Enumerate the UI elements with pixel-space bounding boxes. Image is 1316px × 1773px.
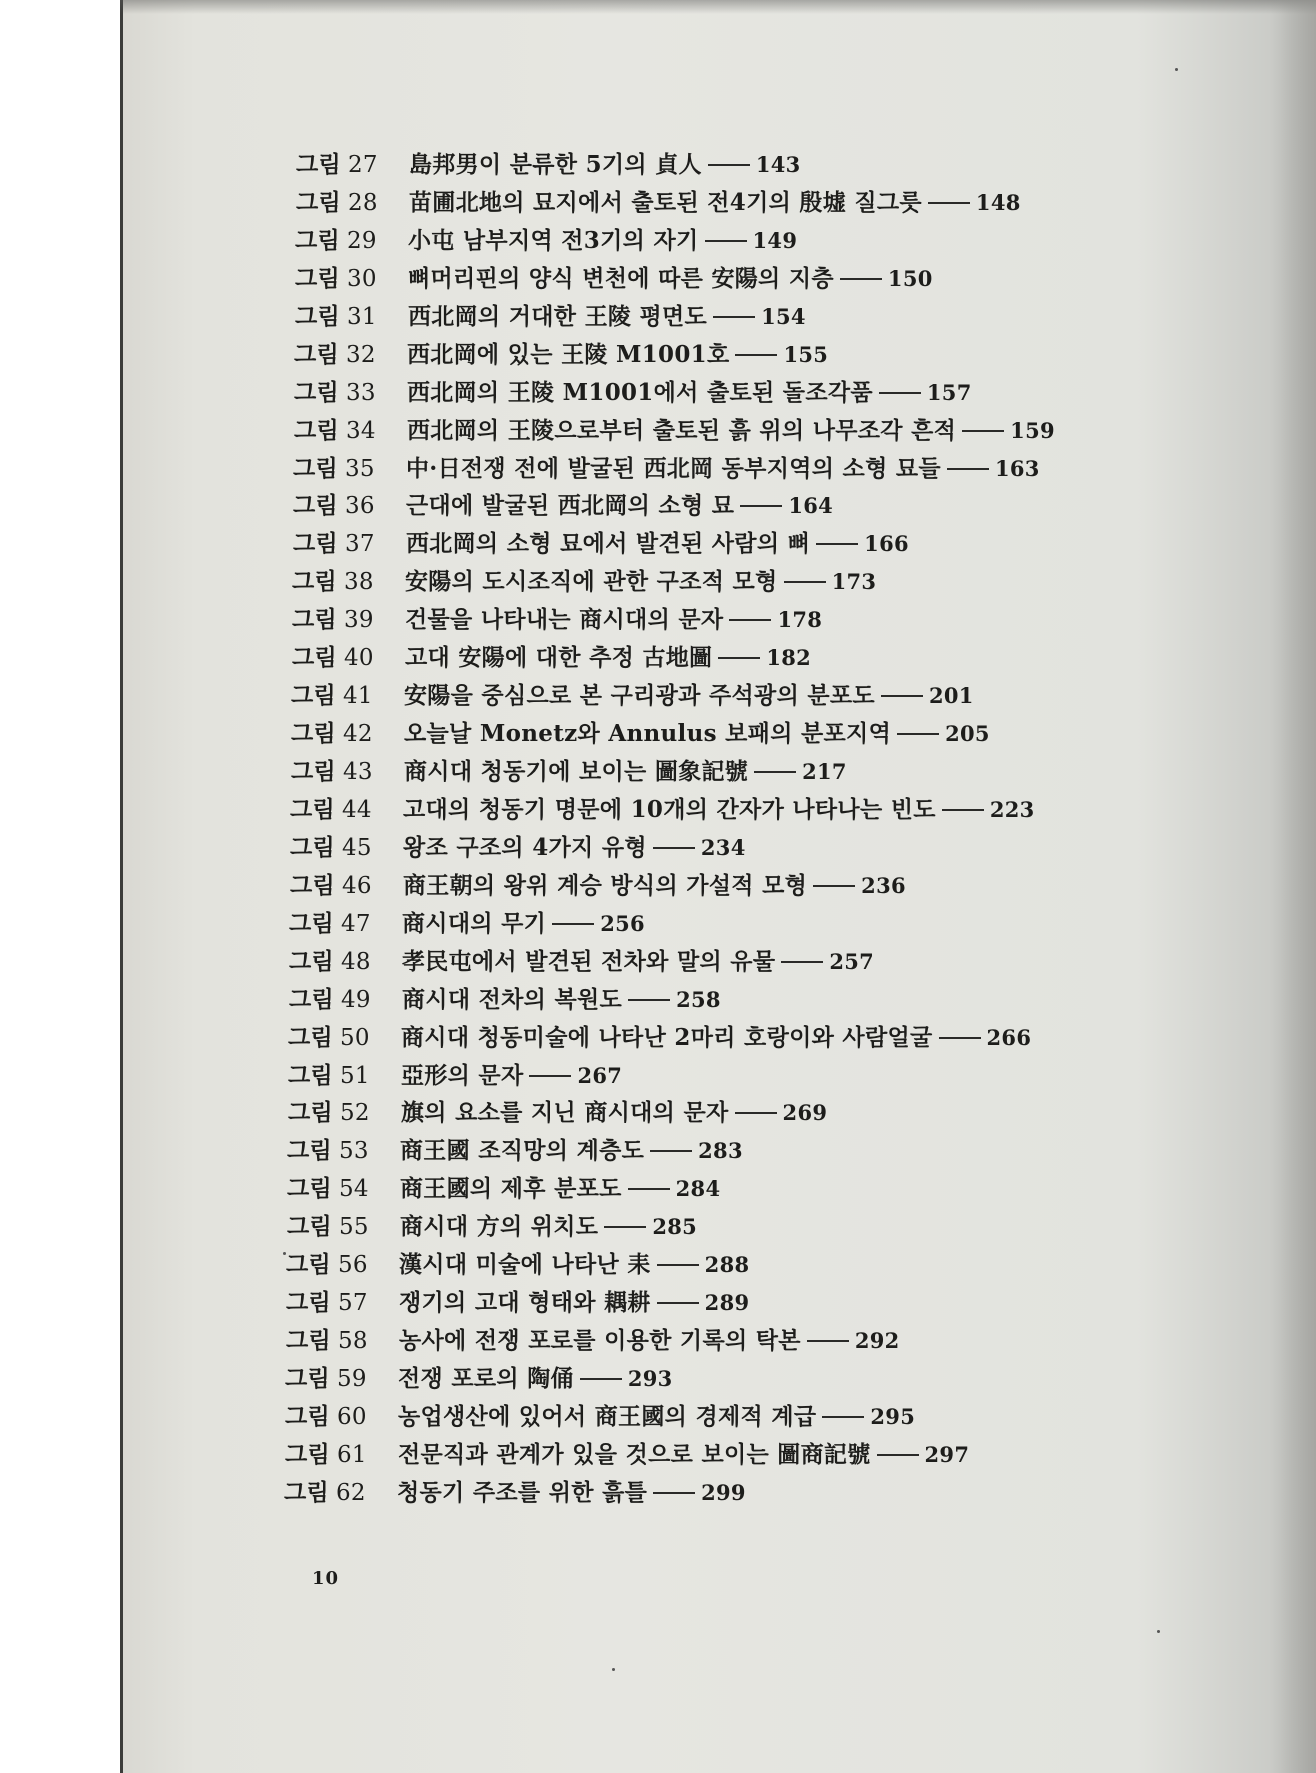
leader-dash bbox=[708, 164, 750, 166]
figure-number: 27 bbox=[348, 152, 378, 178]
figure-entry bbox=[294, 412, 1196, 450]
figure-label: 그림 bbox=[291, 682, 337, 710]
figure-title: 商王國 조직망의 계층도 bbox=[400, 1137, 645, 1165]
figure-entry bbox=[293, 487, 1196, 525]
leader-dash bbox=[580, 1378, 622, 1380]
figure-entry bbox=[289, 981, 1196, 1019]
leader-dash bbox=[705, 240, 747, 242]
leader-dash bbox=[897, 733, 939, 735]
figure-entry bbox=[295, 298, 1196, 336]
figure-number: 62 bbox=[336, 1479, 366, 1506]
figure-label: 그림 bbox=[285, 1402, 331, 1430]
figure-label: 그림 bbox=[293, 492, 339, 520]
figure-label: 그림 bbox=[292, 606, 338, 634]
figure-title: 商시대 청동미술에 나타난 2마리 호랑이와 사람얼굴 bbox=[401, 1023, 933, 1051]
figure-title: 왕조 구조의 4가지 유형 bbox=[403, 833, 647, 861]
figure-title: 청동기 주조를 위한 흙틀 bbox=[397, 1478, 648, 1506]
leader-dash bbox=[653, 847, 695, 849]
paper-speck bbox=[1157, 1630, 1160, 1633]
leader-dash bbox=[942, 809, 984, 811]
figure-page: 283 bbox=[698, 1138, 743, 1164]
figure-entry bbox=[291, 753, 1196, 791]
figure-entry bbox=[286, 1322, 1196, 1360]
figure-label: 그림 bbox=[296, 188, 342, 216]
figure-page: 267 bbox=[577, 1062, 623, 1088]
figure-number: 60 bbox=[337, 1403, 367, 1430]
figure-page: 159 bbox=[1010, 417, 1055, 443]
figure-title: 西北岡의 王陵 M1001에서 출토된 돌조각품 bbox=[407, 378, 873, 406]
leader-dash bbox=[529, 1075, 571, 1077]
leader-dash bbox=[729, 619, 771, 621]
figure-page: 257 bbox=[829, 948, 875, 974]
figure-title: 旗의 요소를 지닌 商시대의 문자 bbox=[401, 1099, 729, 1127]
figure-entry bbox=[295, 260, 1196, 298]
figure-entry bbox=[296, 184, 1196, 222]
figure-label: 그림 bbox=[290, 795, 336, 823]
figure-label: 그림 bbox=[284, 1478, 330, 1506]
page-spine-shadow bbox=[1270, 0, 1316, 1773]
figure-title: 亞形의 문자 bbox=[401, 1061, 524, 1089]
figure-title: 商시대 청동기에 보이는 圖象記號 bbox=[404, 758, 749, 785]
figure-label: 그림 bbox=[287, 1137, 333, 1165]
figure-number: 53 bbox=[339, 1138, 369, 1165]
figure-number: 36 bbox=[345, 493, 375, 520]
leader-dash bbox=[962, 430, 1004, 432]
figure-page: 205 bbox=[945, 721, 990, 747]
figure-page: 299 bbox=[701, 1479, 746, 1505]
figure-label: 그림 bbox=[295, 226, 341, 254]
leader-dash bbox=[807, 1340, 849, 1342]
figure-entry bbox=[294, 374, 1196, 412]
figure-page: 256 bbox=[600, 910, 645, 936]
figure-title: 농사에 전쟁 포로를 이용한 기록의 탁본 bbox=[399, 1327, 801, 1355]
figure-number: 35 bbox=[345, 455, 375, 482]
figure-page: 223 bbox=[989, 796, 1035, 822]
paper-speck bbox=[283, 1252, 286, 1255]
figure-number: 31 bbox=[347, 303, 377, 330]
figure-number: 37 bbox=[345, 531, 375, 558]
figure-entry bbox=[284, 1474, 1196, 1512]
leader-dash bbox=[877, 1454, 919, 1456]
figure-number: 40 bbox=[344, 645, 374, 672]
figure-label: 그림 bbox=[289, 985, 335, 1013]
figure-label: 그림 bbox=[290, 833, 336, 861]
leader-dash bbox=[754, 771, 796, 773]
figure-number: 58 bbox=[338, 1328, 368, 1355]
leader-dash bbox=[947, 468, 989, 470]
figure-page: 155 bbox=[783, 341, 829, 367]
figure-page: 258 bbox=[676, 986, 721, 1012]
figure-entry bbox=[290, 829, 1196, 867]
figure-label: 그림 bbox=[285, 1440, 331, 1468]
figure-page: 173 bbox=[831, 569, 877, 595]
figure-number: 34 bbox=[346, 417, 376, 444]
figure-title: 고대 安陽에 대한 추정 古地圖 bbox=[405, 644, 713, 672]
leader-dash bbox=[784, 581, 826, 583]
figure-entry bbox=[287, 1132, 1196, 1170]
figure-label: 그림 bbox=[288, 1023, 334, 1051]
figure-entry bbox=[288, 1057, 1196, 1095]
figure-entry bbox=[286, 1246, 1196, 1284]
figure-title: 농업생산에 있어서 商王國의 경제적 계급 bbox=[398, 1402, 817, 1430]
figure-title: 商시대의 무기 bbox=[402, 909, 547, 937]
figure-label: 그림 bbox=[294, 378, 340, 406]
figure-page: 164 bbox=[788, 493, 834, 519]
figure-page: 288 bbox=[704, 1252, 750, 1278]
figure-label: 그림 bbox=[289, 947, 335, 975]
figure-page: 201 bbox=[928, 683, 974, 709]
figure-title: 商王朝의 왕위 계승 방식의 가설적 모형 bbox=[403, 871, 808, 899]
figure-number: 54 bbox=[339, 1176, 369, 1203]
figure-entry bbox=[295, 222, 1196, 260]
figure-entry bbox=[285, 1398, 1196, 1436]
leader-dash bbox=[604, 1226, 646, 1228]
figure-page: 292 bbox=[854, 1328, 900, 1354]
figure-number: 43 bbox=[343, 759, 373, 785]
figure-title: 西北岡의 소형 묘에서 발견된 사람의 뼈 bbox=[406, 530, 811, 558]
figure-title: 쟁기의 고대 형태와 耦耕 bbox=[399, 1289, 651, 1317]
figure-entry bbox=[289, 905, 1196, 943]
figure-number: 51 bbox=[340, 1062, 370, 1089]
figure-label: 그림 bbox=[287, 1213, 333, 1241]
figure-number: 28 bbox=[348, 189, 378, 216]
figure-label: 그림 bbox=[286, 1289, 332, 1317]
leader-dash bbox=[713, 316, 755, 318]
figure-title: 安陽의 도시조직에 관한 구조적 모형 bbox=[405, 568, 778, 596]
leader-dash bbox=[879, 392, 921, 394]
figure-entry bbox=[292, 563, 1196, 601]
figure-number: 48 bbox=[341, 948, 371, 975]
figure-number: 61 bbox=[337, 1441, 367, 1468]
figure-label: 그림 bbox=[291, 758, 337, 785]
figure-page: 154 bbox=[761, 303, 806, 329]
figure-title: 商시대 方의 위치도 bbox=[400, 1213, 599, 1241]
figure-number: 41 bbox=[343, 683, 373, 710]
figure-title: 商시대 전차의 복원도 bbox=[402, 985, 623, 1013]
figure-entry bbox=[288, 1019, 1196, 1057]
figure-label: 그림 bbox=[286, 1251, 332, 1279]
figure-label: 그림 bbox=[290, 871, 336, 899]
leader-dash bbox=[552, 923, 594, 925]
paper-speck bbox=[612, 1668, 615, 1671]
figure-entry bbox=[291, 677, 1196, 715]
figure-page: 149 bbox=[752, 227, 798, 253]
figure-title: 商王國의 제후 분포도 bbox=[400, 1175, 622, 1203]
figure-page: 295 bbox=[870, 1403, 916, 1429]
figure-entry bbox=[290, 867, 1196, 905]
figure-title: 小屯 남부지역 전3기의 자기 bbox=[408, 226, 699, 254]
figure-number: 33 bbox=[346, 379, 376, 406]
leader-dash bbox=[657, 1302, 699, 1304]
figure-entry bbox=[292, 601, 1196, 639]
figure-entry bbox=[292, 639, 1196, 677]
figure-number: 59 bbox=[337, 1366, 367, 1392]
leader-dash bbox=[813, 885, 855, 887]
leader-dash bbox=[881, 695, 923, 697]
figure-number: 39 bbox=[344, 607, 374, 634]
leader-dash bbox=[822, 1416, 864, 1418]
figure-page: 285 bbox=[652, 1214, 698, 1240]
figure-title: 孝民屯에서 발견된 전차와 말의 유물 bbox=[402, 947, 776, 975]
figure-title: 中·日전쟁 전에 발굴된 西北岡 동부지역의 소형 묘들 bbox=[406, 454, 941, 482]
leader-dash bbox=[928, 202, 970, 204]
leader-dash bbox=[735, 354, 777, 356]
figure-label: 그림 bbox=[286, 1327, 332, 1355]
figure-title: 뼈머리핀의 양식 변천에 따른 安陽의 지층 bbox=[408, 264, 834, 292]
figure-page: 166 bbox=[864, 531, 909, 557]
leader-dash bbox=[840, 278, 882, 280]
figure-number: 32 bbox=[346, 341, 376, 368]
figure-label: 그림 bbox=[285, 1365, 331, 1392]
figure-page: 284 bbox=[675, 1176, 721, 1202]
leader-dash bbox=[718, 657, 760, 659]
leader-dash bbox=[740, 505, 782, 507]
figure-entry bbox=[289, 943, 1196, 981]
figure-entry bbox=[291, 715, 1196, 753]
figure-page: 157 bbox=[926, 379, 972, 405]
figure-page: 178 bbox=[777, 607, 823, 633]
figure-page: 217 bbox=[802, 759, 847, 784]
figure-title: 근대에 발굴된 西北岡의 소형 묘 bbox=[406, 492, 735, 520]
figure-number: 55 bbox=[339, 1214, 369, 1241]
leader-dash bbox=[781, 961, 823, 963]
figure-title: 西北岡의 王陵으로부터 출토된 흙 위의 나무조각 흔적 bbox=[407, 416, 957, 444]
figure-page: 289 bbox=[704, 1290, 750, 1316]
page-number: 10 bbox=[312, 1568, 340, 1589]
figure-label: 그림 bbox=[294, 340, 340, 368]
figure-entry bbox=[285, 1436, 1196, 1474]
figure-title: 島邦男이 분류한 5기의 貞人 bbox=[409, 151, 702, 178]
figure-title: 오늘날 Monetz와 Annulus 보패의 분포지역 bbox=[404, 720, 892, 748]
figure-label: 그림 bbox=[287, 1175, 333, 1203]
list-of-figures bbox=[284, 146, 1196, 1512]
leader-dash bbox=[650, 1150, 692, 1152]
figure-entry bbox=[287, 1208, 1196, 1246]
figure-label: 그림 bbox=[296, 151, 342, 178]
figure-title: 安陽을 중심으로 본 구리광과 주석광의 분포도 bbox=[404, 682, 875, 710]
figure-label: 그림 bbox=[291, 720, 337, 748]
figure-label: 그림 bbox=[288, 1061, 334, 1089]
figure-page: 182 bbox=[766, 645, 812, 671]
figure-title: 西北岡에 있는 王陵 M1001호 bbox=[407, 340, 730, 368]
figure-number: 56 bbox=[338, 1252, 368, 1279]
leader-dash bbox=[939, 1037, 981, 1039]
figure-label: 그림 bbox=[295, 302, 341, 330]
figure-page: 236 bbox=[861, 872, 906, 898]
figure-page: 150 bbox=[887, 265, 933, 291]
figure-number: 57 bbox=[338, 1290, 368, 1317]
figure-label: 그림 bbox=[294, 416, 340, 444]
scan-background bbox=[0, 0, 120, 1773]
figure-entry bbox=[296, 146, 1196, 184]
page-top-shadow bbox=[120, 0, 1316, 14]
figure-title: 전쟁 포로의 陶俑 bbox=[398, 1365, 574, 1392]
figure-page: 234 bbox=[700, 834, 746, 860]
figure-title: 苗圃北地의 묘지에서 출토된 전4기의 殷墟 질그릇 bbox=[409, 188, 922, 216]
figure-title: 고대의 청동기 명문에 10개의 간자가 나타나는 빈도 bbox=[403, 795, 936, 823]
figure-title: 건물을 나타내는 商시대의 문자 bbox=[405, 606, 724, 634]
figure-number: 29 bbox=[347, 227, 377, 254]
leader-dash bbox=[816, 543, 858, 545]
figure-entry bbox=[288, 1094, 1196, 1132]
paper-speck bbox=[1175, 68, 1178, 71]
figure-page: 266 bbox=[986, 1024, 1032, 1050]
figure-title: 전문직과 관계가 있을 것으로 보이는 圖商記號 bbox=[398, 1440, 871, 1468]
leader-dash bbox=[628, 1188, 670, 1190]
figure-label: 그림 bbox=[288, 1099, 334, 1127]
figure-entry bbox=[294, 336, 1196, 374]
figure-page: 163 bbox=[994, 455, 1040, 481]
figure-entry bbox=[287, 1170, 1196, 1208]
figure-number: 42 bbox=[343, 721, 373, 748]
figure-label: 그림 bbox=[293, 454, 339, 482]
figure-entry bbox=[293, 450, 1196, 488]
figure-title: 西北岡의 거대한 王陵 평면도 bbox=[408, 302, 708, 330]
figure-page: 148 bbox=[975, 189, 1021, 215]
figure-entry bbox=[285, 1360, 1196, 1398]
figure-number: 38 bbox=[344, 569, 374, 596]
figure-page: 293 bbox=[627, 1366, 673, 1391]
figure-entry bbox=[290, 791, 1196, 829]
leader-dash bbox=[653, 1492, 695, 1494]
figure-number: 45 bbox=[342, 834, 372, 861]
figure-page: 297 bbox=[924, 1441, 970, 1467]
figure-label: 그림 bbox=[292, 644, 338, 672]
figure-label: 그림 bbox=[293, 530, 339, 558]
figure-title: 漢시대 미술에 나타난 耒 bbox=[399, 1251, 651, 1279]
figure-number: 52 bbox=[340, 1100, 370, 1127]
figure-number: 50 bbox=[340, 1024, 370, 1051]
leader-dash bbox=[735, 1112, 777, 1114]
figure-entry bbox=[286, 1284, 1196, 1322]
figure-number: 49 bbox=[341, 986, 371, 1013]
figure-page: 269 bbox=[782, 1100, 828, 1126]
leader-dash bbox=[657, 1264, 699, 1266]
figure-number: 47 bbox=[341, 910, 371, 937]
figure-number: 44 bbox=[342, 796, 372, 823]
figure-page: 143 bbox=[755, 152, 801, 177]
figure-label: 그림 bbox=[295, 264, 341, 292]
figure-label: 그림 bbox=[289, 909, 335, 937]
figure-entry bbox=[293, 525, 1196, 563]
figure-number: 30 bbox=[347, 265, 377, 292]
figure-number: 46 bbox=[342, 872, 372, 899]
leader-dash bbox=[628, 999, 670, 1001]
figure-label: 그림 bbox=[292, 568, 338, 596]
